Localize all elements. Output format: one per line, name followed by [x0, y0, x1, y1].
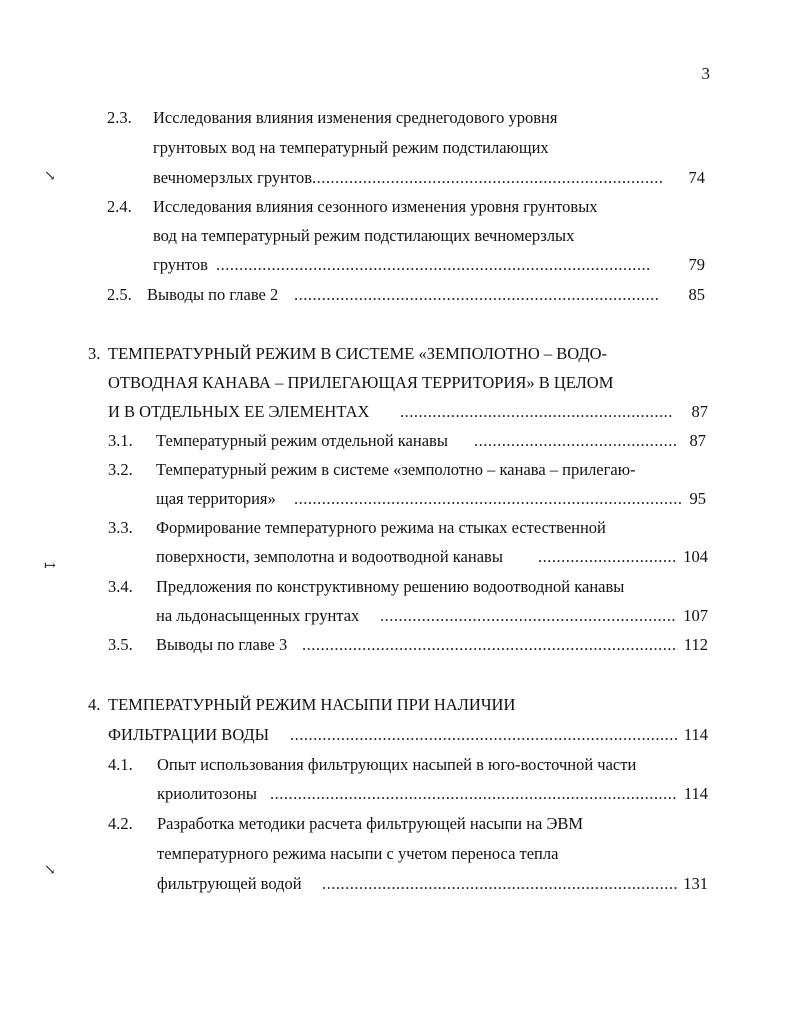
chapter-page: 87 — [691, 402, 708, 421]
entry-page: 131 — [683, 874, 708, 893]
entry-title-continued: вечномерзлых грунтов — [153, 168, 313, 187]
entry-title-continued: вод на температурный режим подстилающих вечномерзлых — [153, 226, 575, 245]
entry-title-continued: грунтов — [153, 255, 208, 274]
entry-title-continued: грунтовых вод на температурный режим подстилающих — [153, 138, 549, 157]
entry-title-continued: поверхности, земполотна и водоотводной канавы — [156, 547, 503, 566]
entry-title-continued: криолитозоны — [157, 784, 258, 803]
entry-title: Исследования влияния сезонного изменения уровня грунтовых — [153, 197, 598, 216]
entry-page: 107 — [683, 606, 708, 625]
entry-page: 104 — [683, 547, 708, 566]
entry-page: 85 — [688, 285, 705, 304]
entry-page: 79 — [688, 255, 705, 274]
leader-dots — [538, 546, 678, 568]
entry-page: 114 — [683, 784, 708, 803]
chapter-title-continued: ОТВОДНАЯ КАНАВА – ПРИЛЕГАЮЩАЯ ТЕРРИТОРИЯ» В ЦЕЛОМ — [108, 373, 614, 392]
entry-title: Предложения по конструктивному решению водоотводной канавы — [156, 577, 625, 596]
entry-number: 4.2. — [108, 814, 133, 833]
chapter-title: ТЕМПЕРАТУРНЫЙ РЕЖИМ НАСЫПИ ПРИ НАЛИЧИИ — [108, 695, 516, 714]
entry-number: 2.3. — [107, 108, 132, 127]
entry-number: 3.5. — [108, 635, 133, 654]
entry-title-continued: фильтрующей водой — [157, 874, 302, 893]
leader-dots — [294, 284, 660, 306]
entry-number: 3.3. — [108, 518, 133, 537]
leader-dots — [290, 724, 678, 746]
leader-dots — [294, 488, 682, 510]
entry-title-continued: на льдонасыщенных грунтах — [156, 606, 360, 625]
tick-mark-icon: ↦ — [44, 559, 56, 574]
leader-dots — [400, 401, 672, 423]
entry-number: 2.4. — [107, 197, 132, 216]
chapter-title: ТЕМПЕРАТУРНЫЙ РЕЖИМ В СИСТЕМЕ «ЗЕМПОЛОТНО – ВОДО- — [108, 344, 608, 363]
tick-mark-icon: ↘ — [44, 863, 56, 878]
entry-page: 95 — [689, 489, 706, 508]
entry-title: Температурный режим отдельной канавы — [156, 431, 448, 450]
entry-title: Температурный режим в системе «земполотно – канава – прилегаю- — [156, 460, 636, 479]
entry-title-continued: температурного режима насыпи с учетом переноса тепла — [157, 844, 559, 863]
chapter-number: 4. — [88, 695, 101, 714]
leader-dots — [302, 634, 678, 656]
entry-page: 87 — [689, 431, 706, 450]
entry-page: 112 — [683, 635, 708, 654]
entry-title: Формирование температурного режима на стыках естественной — [156, 518, 606, 537]
leader-dots — [380, 605, 676, 627]
entry-title: Выводы по главе 2 — [147, 285, 279, 304]
entry-number: 3.4. — [108, 577, 133, 596]
chapter-page: 114 — [683, 725, 708, 744]
leader-dots — [322, 873, 678, 895]
entry-number: 3.1. — [108, 431, 133, 450]
entry-title: Выводы по главе 3 — [156, 635, 288, 654]
entry-title-continued: щая территория» — [156, 489, 276, 508]
chapter-title-continued: ФИЛЬТРАЦИИ ВОДЫ — [108, 725, 270, 744]
entry-number: 4.1. — [108, 755, 133, 774]
leader-dots — [216, 254, 652, 276]
entry-title: Разработка методики расчета фильтрующей насыпи на ЭВМ — [157, 814, 584, 833]
leader-dots — [474, 430, 676, 452]
leader-dots — [270, 783, 678, 805]
tick-mark-icon: ↘ — [44, 169, 56, 184]
entry-title: Исследования влияния изменения среднегодового уровня — [153, 108, 558, 127]
entry-number: 2.5. — [107, 285, 132, 304]
entry-page: 74 — [688, 168, 705, 187]
entry-title: Опыт использования фильтрующих насыпей в юго-восточной части — [157, 755, 637, 774]
entry-number: 3.2. — [108, 460, 133, 479]
leader-dots — [312, 167, 662, 189]
chapter-title-continued: И В ОТДЕЛЬНЫХ ЕЕ ЭЛЕМЕНТАХ — [108, 402, 370, 421]
page-number: 3 — [701, 64, 710, 83]
chapter-number: 3. — [88, 344, 101, 363]
